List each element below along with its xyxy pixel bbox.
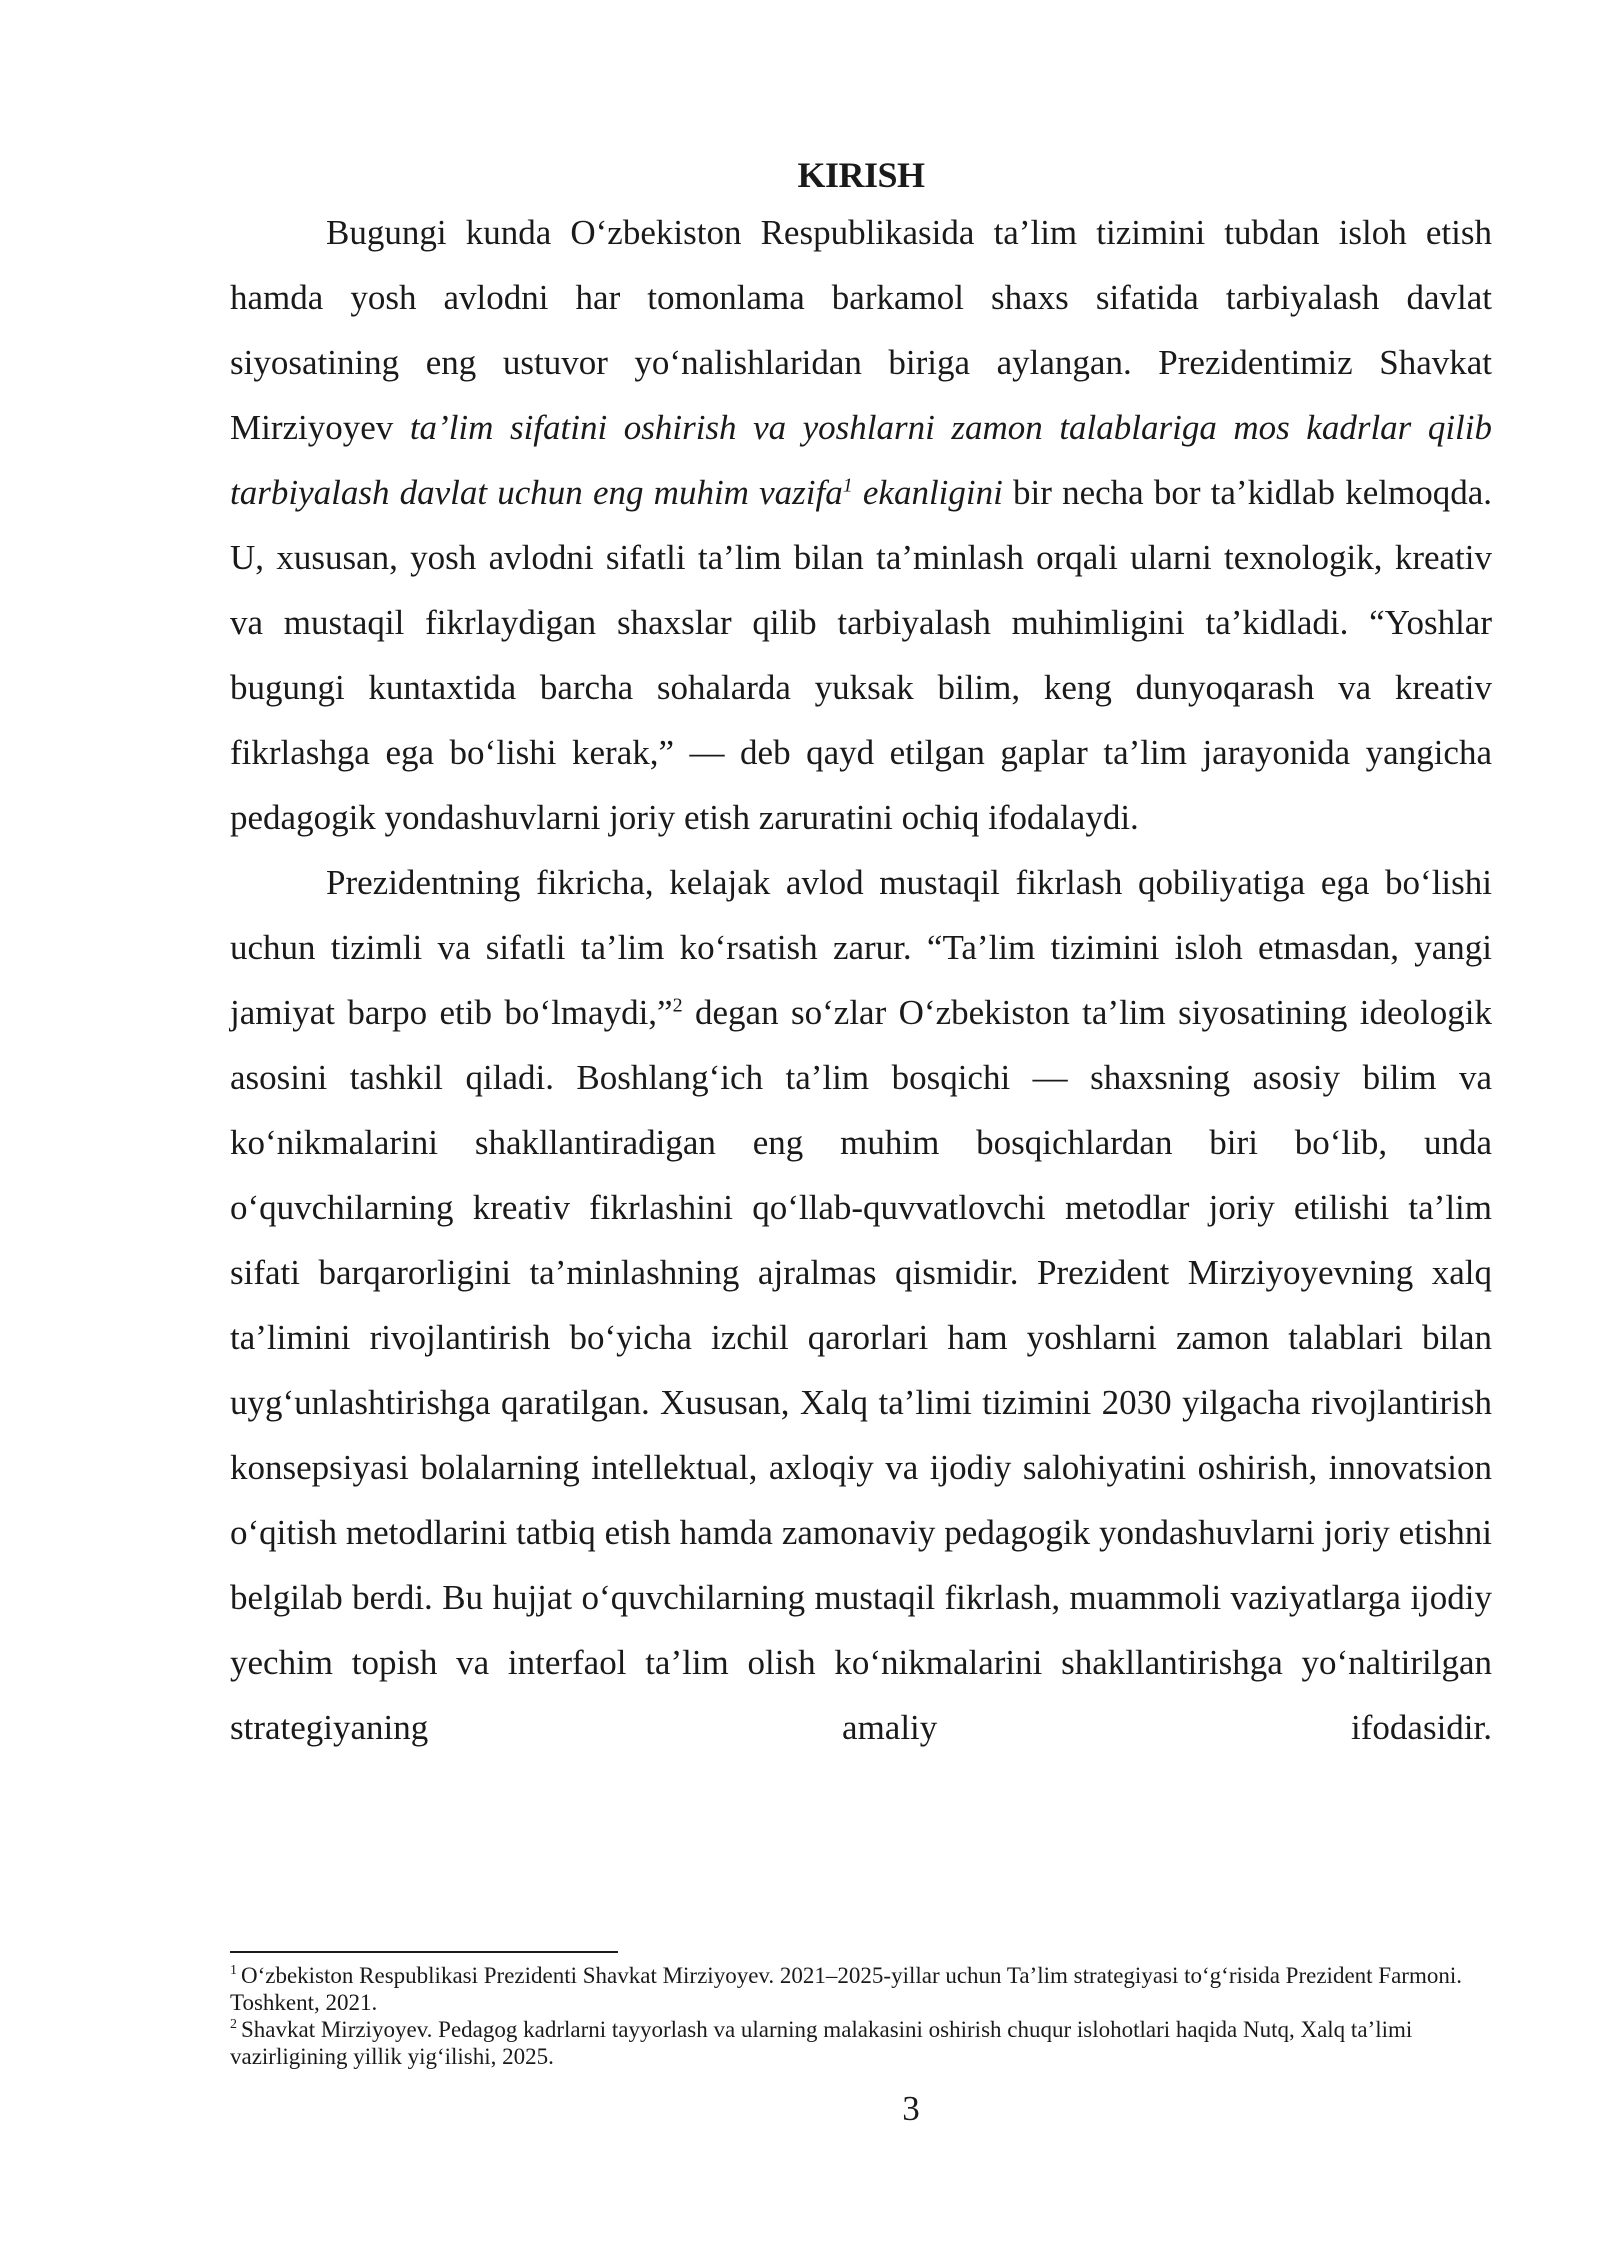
body-text — [230, 200, 1492, 1760]
paragraph-2-text-start: Prezidentning fikricha, kelajak avlod mustaqil fikrlash qobiliyatiga ega bo‘lishi uchun tizimli va sifatli ta’lim ko‘rsatish zarur. “Ta’lim tizimini isloh etmasdan, yangi jamiyat barpo etib bo‘lmaydi,” — [230, 863, 1492, 1032]
footnote-2 — [230, 2016, 1492, 2070]
paragraph-1 — [230, 200, 1492, 850]
paragraph-1-text-start: Bugungi kunda O‘zbekiston Respublikasida ta’lim tizimini tubdan isloh etish hamda yosh avlodni har tomonlama barkamol shaxs sifatida tarbiyalash davlat siyosatining eng ustuvor yo‘nalishlaridan biriga aylangan. Prezidentimiz Shavkat Mirziyoyev — [230, 213, 1492, 447]
paragraph-2 — [230, 850, 1492, 1760]
footnote-ref-1[interactable]: 1 — [842, 474, 853, 497]
section-heading: KIRISH — [797, 155, 925, 195]
paragraph-1-italic-text: ta’lim sifatini oshirish va yoshlarni zamon talablariga mos kadrlar qilib tarbiyalash davlat uchun eng muhim vazifa — [230, 408, 1492, 512]
footnote-2-text: Shavkat Mirziyoyev. Pedagog kadrlarni tayyorlash va ularning malakasini oshirish chuqur islohotlari haqida Nutq, Xalq ta’limi vazirligining yillik yig‘ilishi, 2025. — [230, 2017, 1413, 2069]
paragraph-2-text-end: degan so‘zlar O‘zbekiston ta’lim siyosatining ideologik asosini tashkil qiladi. Boshlang‘ich ta’lim bosqichi — shaxsning asosiy bilim va ko‘nikmalarini shakllantiradigan eng muhim bosqichlardan biri bo‘lib, unda o‘quvchilarning kreativ fikrlashini qo‘llab-quvvatlovchi metodlar joriy etilishi ta’lim sifati barqarorligini ta’minlashning ajralmas qismidir. Prezident Mirziyoyevning xalq ta’limini rivojlantirish bo‘yicha izchil qarorlari ham yoshlarni zamon talablari bilan uyg‘unlashtirishga qaratilgan. Xususan, Xalq ta’limi tizimini 2030 yilgacha rivojlantirish konsepsiyasi bolalarning intellektual, axloqiy va ijodiy salohiyatini oshirish, innovatsion o‘qitish metodlarini tatbiq etish hamda zamonaviy pedagogik yondashuvlarni joriy etishni belgilab berdi. Bu hujjat o‘quvchilarning mustaqil fikrlash, muammoli vaziyatlarga ijodiy yechim topish va interfaol ta’lim olish ko‘nikmalarini shakllantirishga yo‘naltirilgan strategiyaning amaliy ifodasidir. — [230, 993, 1492, 1747]
footnote-1 — [230, 1962, 1492, 2016]
footnote-separator — [230, 1951, 618, 1953]
paragraph-1-italic-tail: ekanligini — [852, 473, 1003, 512]
footnote-1-text: O‘zbekiston Respublikasi Prezidenti Shavkat Mirziyoyev. 2021–2025-yillar uchun Ta’lim strategiyasi to‘g‘risida Prezident Farmoni. Toshkent, 2021. — [230, 1963, 1462, 2015]
page-number: 3 — [902, 2089, 920, 2128]
footnotes — [230, 1962, 1492, 2070]
footnote-1-mark: 1 — [230, 1963, 237, 1979]
paragraph-1-text-end: bir necha bor ta’kidlab kelmoqda. U, xususan, yosh avlodni sifatli ta’lim bilan ta’minlash orqali ularni texnologik, kreativ va mustaqil fikrlaydigan shaxslar qilib tarbiyalash muhimligini ta’kidladi. “Yoshlar bugungi kuntaxtida barcha sohalarda yuksak bilim, keng dunyoqarash va kreativ fikrlashga ega bo‘lishi kerak,” — deb qayd etilgan gaplar ta’lim jarayonida yangicha pedagogik yondashuvlarni joriy etish zaruratini ochiq ifodalaydi. — [230, 473, 1492, 837]
footnote-ref-2[interactable]: 2 — [672, 994, 683, 1017]
footnote-2-mark: 2 — [230, 2017, 237, 2033]
